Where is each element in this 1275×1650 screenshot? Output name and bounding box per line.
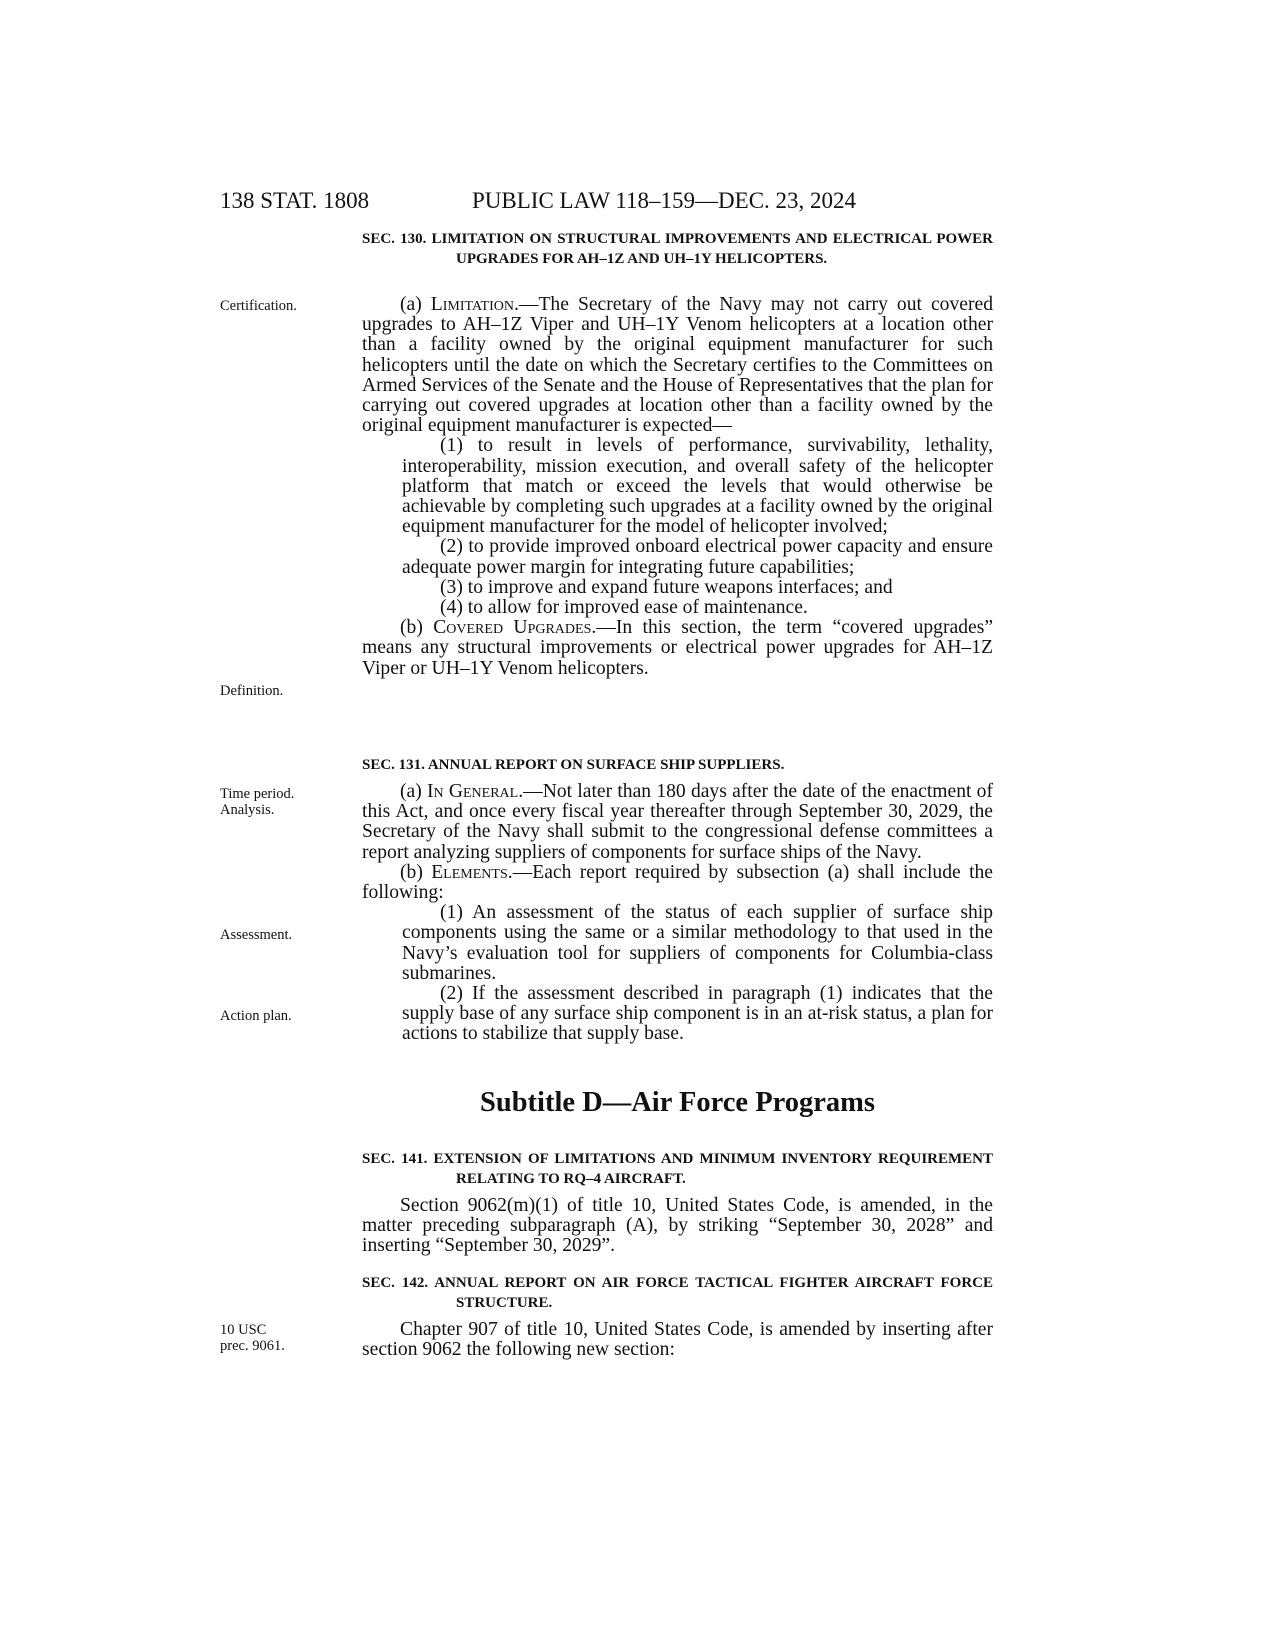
margin-note-assessment: Assessment. <box>220 927 293 943</box>
subsection-text: .—Each report required by subsection (a) shall include the following: <box>362 861 994 904</box>
paragraph-3: (3) to improve and expand future weapons interfaces; and <box>440 576 893 598</box>
section-142-body <box>362 1320 993 1360</box>
subsection-caption: Covered Upgrades <box>433 617 592 639</box>
margin-note-analysis: Analysis. <box>220 802 275 818</box>
section-131-body <box>362 782 993 1045</box>
section-130-body <box>362 295 993 679</box>
margin-note-usc-1: 10 USC <box>220 1322 267 1338</box>
subsection-text: .—The Secretary of the Navy may not carry out covered upgrades to AH–1Z Viper and UH–1Y Venom helicopters at a location other than a facility owned by the original equipment manufacturer for such helicopters until the date on which the Secretary certifies to the Committees on Armed Services of the Senate and the House of Representatives that the plan for carrying out covered upgrades at location other than a facility owned by the original equipment manufacturer is expected— <box>362 294 993 437</box>
subsection-caption: Elements <box>431 861 508 883</box>
margin-note-time-period: Time period. <box>220 786 295 802</box>
section-130 <box>362 230 993 269</box>
public-law-title: PUBLIC LAW 118–159—DEC. 23, 2024 <box>472 188 857 213</box>
section-142-text: Chapter 907 of title 10, United States Code, is amended by inserting after section 9062 the following new section: <box>362 1319 993 1361</box>
subsection-label: (b) <box>400 617 434 639</box>
subsection-label: (b) <box>400 861 432 883</box>
section-141-text: Section 9062(m)(1) of title 10, United States Code, is amended, in the matter preceding subparagraph (A), by striking “September 30, 2028” and inserting “September 30, 2029”. <box>362 1195 993 1257</box>
subsection-caption: In General <box>426 781 519 802</box>
subsection-label: (a) <box>400 781 427 802</box>
section-141-heading: SEC. 141. EXTENSION OF LIMITATIONS AND MINIMUM INVENTORY REQUIREMENT RELATING TO RQ–4 AIRCRAFT. <box>362 1151 993 1187</box>
subsection-label: (a) <box>400 294 431 315</box>
section-142-heading: SEC. 142. ANNUAL REPORT ON AIR FORCE TACTICAL FIGHTER AIRCRAFT FORCE STRUCTURE. <box>362 1275 993 1311</box>
margin-note-usc-2: prec. 9061. <box>220 1338 285 1354</box>
paragraph-2: (2) to provide improved onboard electrical power capacity and ensure adequate power margin for integrating future capabilities; <box>402 536 993 578</box>
running-header <box>220 188 1000 218</box>
margin-note-action-plan: Action plan. <box>220 1008 292 1024</box>
paragraph-1: (1) An assessment of the status of each supplier of surface ship components using the same or a similar methodology to that used in the Navy’s evaluation tool for suppliers of components for Columbia-class submarines. <box>402 902 993 984</box>
stat-page-number: 138 STAT. 1808 <box>220 188 370 213</box>
section-130-heading: SEC. 130. LIMITATION ON STRUCTURAL IMPROVEMENTS AND ELECTRICAL POWER UPGRADES FOR AH–1Z AND UH–1Y HELICOPTERS. <box>362 231 993 267</box>
subtitle-heading: Subtitle D—Air Force Programs <box>480 1087 875 1118</box>
subsection-caption: Limitation <box>430 294 514 315</box>
subsection-text: .—In this section, the term “covered upgrades” means any structural improvements or electrical power upgrades for AH–1Z Viper or UH–1Y Venom helicopters. <box>362 617 994 679</box>
margin-note-definition: Definition. <box>220 683 284 699</box>
subsection-b-covered-upgrades <box>362 618 993 679</box>
section-142 <box>362 1274 993 1313</box>
paragraph-4: (4) to allow for improved ease of maintenance. <box>440 597 808 619</box>
subsection-b-elements <box>362 863 993 903</box>
section-131 <box>362 756 993 776</box>
section-141 <box>362 1150 993 1189</box>
section-141-body <box>362 1196 993 1257</box>
paragraph-1: (1) to result in levels of performance, survivability, lethality, interoperability, mission execution, and overall safety of the helicopter platform that match or exceed the levels that would otherwise be achievable by completing such upgrades at a facility owned by the original equipment manufacturer for the model of helicopter involved; <box>402 435 993 538</box>
section-131-heading: SEC. 131. ANNUAL REPORT ON SURFACE SHIP SUPPLIERS. <box>362 757 785 773</box>
subsection-a-in-general <box>362 782 993 863</box>
margin-note-certification: Certification. <box>220 298 297 314</box>
subsection-a-limitation <box>362 295 993 436</box>
paragraph-2: (2) If the assessment described in paragraph (1) indicates that the supply base of any surface ship component is in an at-risk status, a plan for actions to stabilize that supply base. <box>402 983 993 1045</box>
subsection-text: .—Not later than 180 days after the date of the enactment of this Act, and once every fiscal year thereafter through September 30, 2029, the Secretary of the Navy shall submit to the congressional defense committees a report analyzing suppliers of components for surface ships of the Navy. <box>362 781 993 863</box>
